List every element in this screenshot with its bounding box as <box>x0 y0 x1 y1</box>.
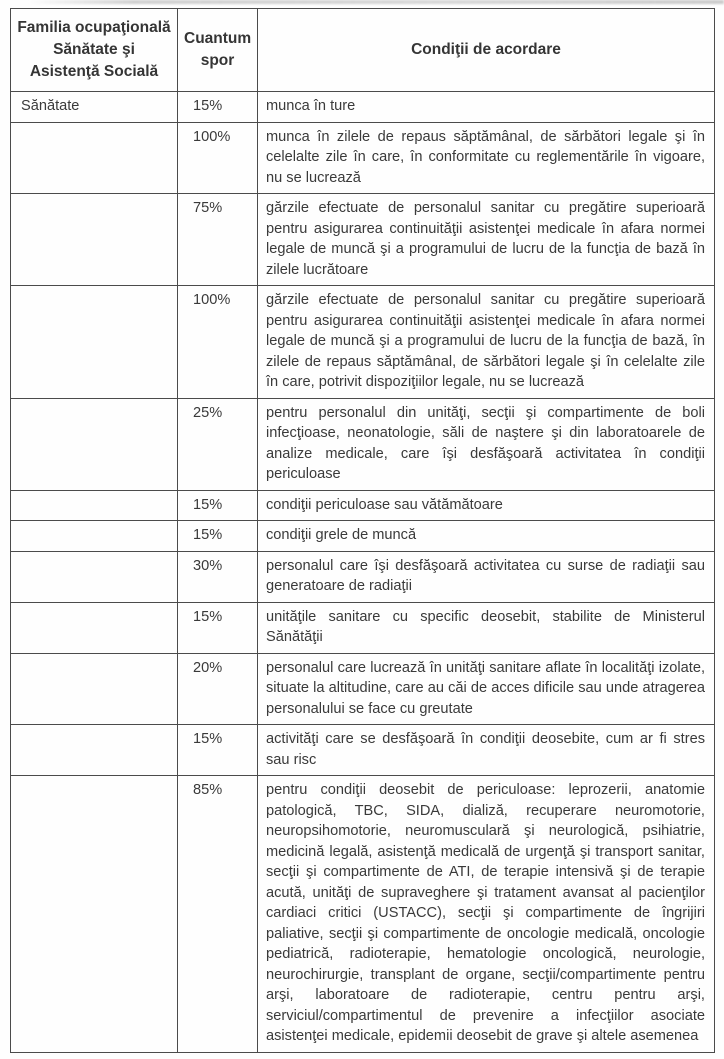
quantum-cell: 15% <box>178 490 258 521</box>
family-cell <box>11 653 178 725</box>
table-row <box>11 521 715 552</box>
quantum-cell: 15% <box>178 602 258 653</box>
header-quantum-spor-line1: Cuantum <box>184 30 252 47</box>
header-conditions: Condiţii de acordare <box>258 9 715 92</box>
quantum-cell: 15% <box>178 521 258 552</box>
condition-cell: condiţii grele de muncă <box>258 521 715 552</box>
condition-cell: munca în ture <box>258 92 715 123</box>
family-cell <box>11 602 178 653</box>
quantum-cell: 30% <box>178 551 258 602</box>
family-cell: Sănătate <box>11 92 178 123</box>
header-occupational-family-line2: Sănătate şi <box>53 41 135 58</box>
quantum-cell: 85% <box>178 776 258 1053</box>
quantum-cell: 100% <box>178 286 258 399</box>
quantum-cell: 15% <box>178 725 258 776</box>
family-cell <box>11 490 178 521</box>
family-cell <box>11 398 178 490</box>
table-row <box>11 725 715 776</box>
table-row <box>11 194 715 286</box>
table-row <box>11 653 715 725</box>
table-row <box>11 92 715 123</box>
quantum-cell: 20% <box>178 653 258 725</box>
scan-artifact <box>28 0 724 4</box>
header-quantum-spor <box>178 9 258 92</box>
family-cell <box>11 776 178 1053</box>
family-cell <box>11 286 178 399</box>
allowances-table <box>10 8 715 1053</box>
quantum-cell: 100% <box>178 122 258 194</box>
header-occupational-family-line3: Asistenţă Socială <box>29 63 159 80</box>
header-occupational-family-line1: Familia ocupaţională <box>17 19 171 36</box>
table-row <box>11 602 715 653</box>
table-row <box>11 490 715 521</box>
family-cell <box>11 551 178 602</box>
condition-cell: personalul care lucrează în unităţi sanitare aflate în localităţi izolate, situate la altitudine, care au căi de acces dificile sau unde atragerea personalului se face cu greutate <box>258 653 715 725</box>
header-occupational-family <box>11 9 178 92</box>
condition-cell: activităţi care se desfăşoară în condiţii deosebite, cum ar fi stres sau risc <box>258 725 715 776</box>
condition-cell: gărzile efectuate de personalul sanitar cu pregătire superioară pentru asigurarea continuităţii asistenţei medicale în afara normei legale de muncă şi a programului de lucru de la funcţia de bază, în zilele de repaus săptămânal, de sărbători legale şi în celelalte zile în care, potrivit dispoziţiilor legale, nu se lucrează <box>258 286 715 399</box>
table-row <box>11 776 715 1053</box>
quantum-cell: 25% <box>178 398 258 490</box>
quantum-cell: 15% <box>178 92 258 123</box>
table-row <box>11 398 715 490</box>
condition-cell: condiţii periculoase sau vătămătoare <box>258 490 715 521</box>
quantum-cell: 75% <box>178 194 258 286</box>
table-row <box>11 551 715 602</box>
table-row <box>11 286 715 399</box>
condition-cell: personalul care îşi desfăşoară activitatea cu surse de radiaţii sau generatoare de radiaţii <box>258 551 715 602</box>
condition-cell: gărzile efectuate de personalul sanitar cu pregătire superioară pentru asigurarea continuităţii asistenţei medicale în afara normei legale de muncă şi a programului de lucru de la funcţia de bază în zilele lucrătoare <box>258 194 715 286</box>
condition-cell: pentru personalul din unităţi, secţii şi compartimente de boli infecţioase, neonatologie, săli de naştere şi din laboratoarele de analize medicale, care îşi desfăşoară activitatea în condiţii periculoase <box>258 398 715 490</box>
header-row <box>11 9 715 92</box>
family-cell <box>11 725 178 776</box>
family-cell <box>11 122 178 194</box>
family-cell <box>11 521 178 552</box>
family-cell <box>11 194 178 286</box>
condition-cell: unităţile sanitare cu specific deosebit, stabilite de Ministerul Sănătăţii <box>258 602 715 653</box>
condition-cell: pentru condiţii deosebit de periculoase: leprozerii, anatomie patologică, TBC, SIDA, dializă, recuperare neuromotorie, neuropsihomotorie, neuromusculară şi neurologică, psihiatrie, medicină legală, asistenţă medicală de urgenţă şi transport sanitar, secţii şi compartimente de ATI, de terapie intensivă şi de terapie acută, unităţi de supraveghere şi tratament avansat al pacienţilor cardiaci critici (USTACC), secţii şi compartimente de îngrijiri paliative, secţii şi compartimente de oncologie medicală, oncologie pediatrică, radioterapie, hematologie oncologică, neurologie, neurochirurgie, transplant de organe, secţii/compartimente pentru arşi, laboratoare de radioterapie, centru pentru arşi, serviciul/compartimentul de prevenire a infecţiilor asociate asistenţei medicale, epidemii deosebit de grave şi altele asemenea <box>258 776 715 1053</box>
condition-cell: munca în zilele de repaus săptămânal, de sărbători legale şi în celelalte zile în care, în conformitate cu reglementările în vigoare, nu se lucrează <box>258 122 715 194</box>
table-row <box>11 122 715 194</box>
header-quantum-spor-line2: spor <box>200 52 235 69</box>
